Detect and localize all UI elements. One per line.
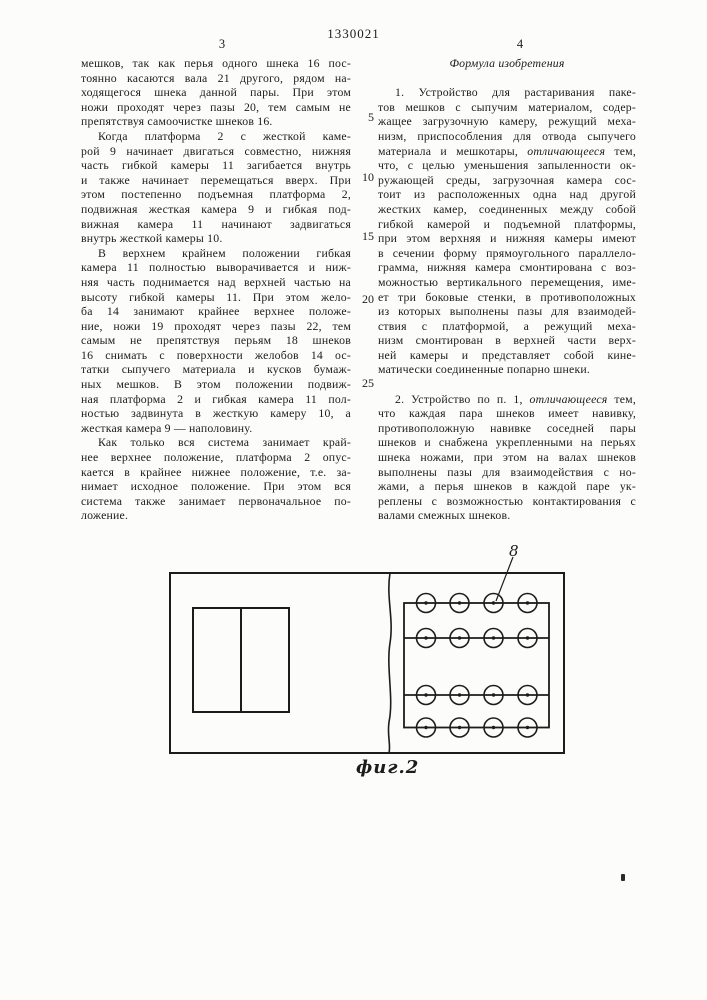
page-number-right: 4 [516, 37, 524, 51]
text-line: ложение. [81, 508, 129, 523]
text-line: система также занимает первоначальное по- [81, 493, 351, 508]
text-line: гибкой камерой и подъемной платформы, [378, 216, 636, 231]
screw-center-dot [424, 693, 427, 696]
text-line: 16 снимать с поверхности желобов 14 ос- [81, 347, 351, 362]
text-line: ходящегося шнека данной пары. При этом [81, 85, 351, 100]
text-line: 2. Устройство по п. 1, отличающееся тем, [395, 391, 636, 406]
figure-2 [0, 540, 707, 790]
figure-outer-rect [170, 573, 564, 753]
text-line: ностью задвинута в жесткую камеру 10, а [81, 406, 351, 421]
text-line: низм смонтирован в верхней части верх- [378, 333, 636, 348]
text-line: самым не препятствуя перьям 18 шнеков [81, 333, 351, 348]
screw-center-dot [424, 726, 427, 729]
text-line: камера 11 полностью выворачивается и ниж- [81, 260, 351, 275]
screw-center-dot [424, 636, 427, 639]
label-8-leader-line [496, 557, 513, 601]
blank-line [378, 71, 636, 86]
text-line: ножи проходят через пазы 20, тем самым не [81, 99, 351, 114]
text-line: жестких камер, соединенных между собой [378, 201, 636, 216]
text-line: ствия с платформой, а режущий меха- [378, 318, 636, 333]
text-line: Формула изобретения [449, 56, 565, 70]
text-line: ных мешков. В этом положении подвиж- [81, 377, 351, 392]
text-line: реплены с возможностью контактирования с [378, 493, 636, 508]
text-line: тоянно касаются вала 21 другого, рядом на- [81, 70, 351, 85]
screw-center-dot [492, 726, 495, 729]
text-line: из которых выполнены пазы для взаимодей- [378, 304, 636, 319]
text-line: няя часть поднимается над верхней частью на [81, 274, 351, 289]
text-line: грамма, нижняя камера смонтирована с воз- [378, 260, 636, 275]
gutter-line-number: 10 [362, 170, 374, 184]
gutter-line-number: 25 [362, 376, 374, 390]
text-line: в сечении форму прямоугольного параллело- [378, 245, 636, 260]
screw-center-dot [526, 601, 529, 604]
screw-center-dot [458, 636, 461, 639]
text-line: можностью вертикального перемещения, име- [378, 274, 636, 289]
text-line: Как только вся система занимает край- [98, 435, 351, 450]
text-line: татки сыпучего материала и кусков бумаж- [81, 362, 351, 377]
text-line: что каждая пара шнеков имеет навивку, [378, 406, 636, 421]
text-line: валами смежных шнеков. [378, 508, 511, 523]
text-line: жащее загрузочную камеру, режущий меха- [378, 114, 636, 129]
text-line: при этом верхняя и нижняя камеры имеют [378, 231, 636, 246]
text-line: 1. Устройство для растаривания паке- [395, 85, 636, 100]
text-line: жами, а перья шнеков в каждой паре ук- [378, 479, 636, 494]
text-line: что, с целью уменьшения запыленности ок- [378, 158, 636, 173]
page-number-left: 3 [218, 37, 226, 51]
text-line: Когда платформа 2 с жесткой каме- [98, 128, 351, 143]
text-line: ружающей среды, загрузочная камера сос- [378, 172, 636, 187]
text-line: ет три боковые стенки, в противоположных [378, 289, 636, 304]
text-line: ние, ножи 19 проходят через пазы 22, тем [81, 318, 351, 333]
text-line: нимает исходное положение. При этом вся [81, 479, 351, 494]
text-line: низм, приспособления для отвода сыпучего [378, 128, 636, 143]
text-column-right [378, 56, 636, 523]
scan-speck [621, 874, 625, 881]
text-line: этом постепенно подъемная платформа 2, [81, 187, 351, 202]
text-line: часть гибкой камеры 11 загибается внутрь [81, 158, 351, 173]
gutter-line-number: 20 [362, 292, 374, 306]
screw-center-dot [424, 601, 427, 604]
text-line: препятствуя самоочистке шнеков 16. [81, 114, 273, 129]
text-line: тов мешков с сыпучим материалом, содер- [378, 99, 636, 114]
text-line: матически соединенные попарно шнеки. [378, 362, 591, 377]
gutter-line-number: 15 [362, 229, 374, 243]
screw-center-dot [458, 726, 461, 729]
figure-screw-frame [404, 603, 549, 728]
text-line: кается в крайнее нижнее положение, т.е. за- [81, 464, 351, 479]
screw-center-dot [458, 601, 461, 604]
text-line: высоту гибкой камеры 11. При этом жело- [81, 289, 351, 304]
text-line: В верхнем крайнем положении гибкая [98, 245, 351, 260]
text-line: нее верхнее положение, платформа 2 опус- [81, 450, 351, 465]
screw-circles-grid [417, 594, 538, 738]
screw-center-dot [526, 636, 529, 639]
screw-center-dot [492, 601, 495, 604]
text-line: шнеков и снабжена укрепленными на перьях [378, 435, 636, 450]
text-line: рой 9 начинает двигаться совместно, нижняя [81, 143, 351, 158]
text-line: выполнены пазы для взаимодействия с но- [378, 464, 636, 479]
text-line: внутрь жесткой камеры 10. [81, 231, 223, 246]
text-line: материала и мешкотары, отличающееся тем, [378, 143, 636, 158]
figure-part-label: 8 [509, 542, 519, 560]
screw-center-dot [526, 726, 529, 729]
text-line: ней камеры и представляет собой кине- [378, 347, 636, 362]
figure-break-line [388, 573, 391, 753]
text-line: вижная камера 11 начинают задвигаться [81, 216, 351, 231]
text-line: и также начинает перемещаться вверх. При [81, 172, 351, 187]
screw-center-dot [492, 636, 495, 639]
gutter-line-number: 5 [368, 110, 374, 124]
figure-caption: фиг.2 [356, 757, 420, 778]
text-line: противоположную навивке соседней пары [378, 420, 636, 435]
text-line: шнека ножами, при этом на валах шнеков [378, 450, 636, 465]
text-line: мешков, так как перья одного шнека 16 пос- [81, 56, 351, 70]
text-line: ба 14 занимают крайнее верхнее положе- [81, 304, 351, 319]
screw-center-dot [526, 693, 529, 696]
text-line: ная платформа 2 и гибкая камера 11 пол- [81, 391, 351, 406]
screw-center-dot [492, 693, 495, 696]
screw-center-dot [458, 693, 461, 696]
text-line: тоит из расположенных одна над другой [378, 187, 636, 202]
text-column-left [81, 56, 351, 523]
blank-line [378, 377, 636, 392]
text-line: подвижная жесткая камера 9 и гибкая под- [81, 201, 351, 216]
text-line: жесткая камера 9 — наполовину. [81, 420, 253, 435]
patent-number: 1330021 [327, 26, 380, 41]
